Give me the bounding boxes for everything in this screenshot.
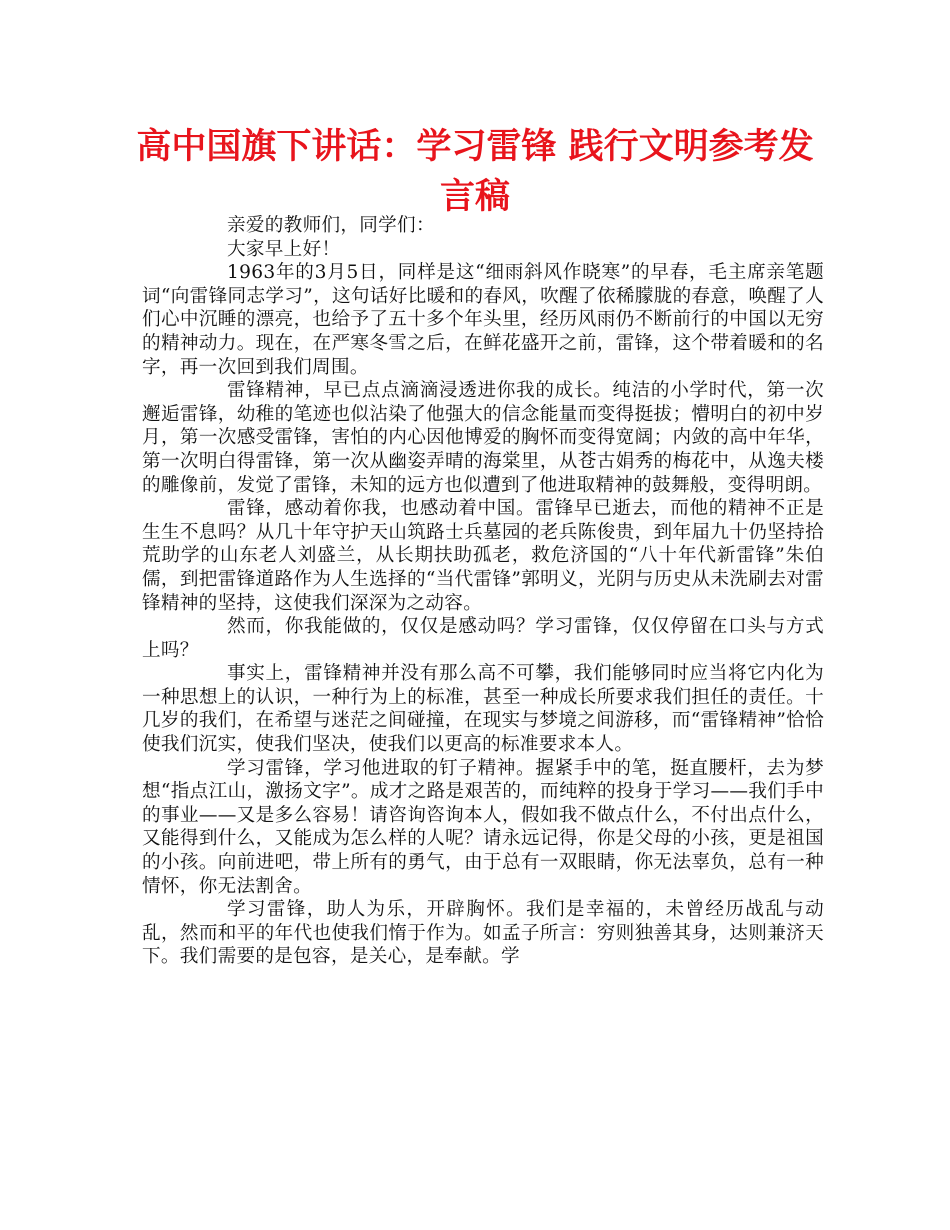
paragraph: 事实上，雷锋精神并没有那么高不可攀，我们能够同时应当将它内化为一种思想上的认识，一种行为上的标准，甚至一种成长所要求我们担任的责任。十几岁的我们，在希望与迷茫之间碰撞，在现实与梦境之间游移，而“雷锋精神”恰恰使我们沉实，使我们坚决，使我们以更高的标准要求本人。: [142, 663, 824, 756]
salutation: 亲爱的教师们，同学们：: [227, 215, 435, 236]
paragraph: 学习雷锋，学习他进取的钉子精神。握紧手中的笔，挺直腰杆，去为梦想“指点江山，激扬文字”。成才之路是艰苦的，而纯粹的投身于学习——我们手中的事业——又是多么容易！请咨询咨询本人，假如我不做点什么，不付出点什么，又能得到什么，又能成为怎么样的人呢？请永远记得，你是父母的小孩，更是祖国的小孩。向前进吧，带上所有的勇气，由于总有一双眼睛，你无法辜负，总有一种情怀，你无法割舍。: [142, 757, 824, 897]
greeting: 大家早上好！: [227, 238, 341, 260]
paragraph: 雷锋，感动着你我，也感动着中国。雷锋早已逝去，而他的精神不正是生生不息吗？从几十年守护天山筑路士兵墓园的老兵陈俊贵，到年届九十仍坚持拾荒助学的山东老人刘盛兰，从长期扶助孤老，救危济国的“八十年代新雷锋”朱伯儒，到把雷锋道路作为人生选择的“当代雷锋”郭明义，光阴与历史从未洗刷去对雷锋精神的坚持，这使我们深深为之动容。: [142, 498, 824, 614]
paragraph: 1963年的3月5日，同样是这“细雨斜风作晓寒”的早春，毛主席亲笔题词“向雷锋同志学习”，这句话好比暖和的春风，吹醒了依稀朦胧的春意，唤醒了人们心中沉睡的漂亮，也给予了五十多个年头里，经历风雨仍不断前行的中国以无穷的精神动力。现在，在严寒冬雪之后，在鲜花盛开之前，雷锋，这个带着暖和的名字，再一次回到我们周围。: [142, 262, 824, 378]
document-body: [142, 214, 824, 969]
paragraph: 雷锋精神，早已点点滴滴浸透进你我的成长。纯洁的小学时代，第一次邂逅雷锋，幼稚的笔迹也似沾染了他强大的信念能量而变得挺拔；懵明白的初中岁月，第一次感受雷锋，害怕的内心因他博爱的胸怀而变得宽阔；内敛的高中年华，第一次明白得雷锋，第一次从幽姿弄晴的海棠里，从苍古娟秀的梅花中，从逸夫楼的雕像前，发觉了雷锋，未知的远方也似遭到了他进取精神的鼓舞般，变得明朗。: [142, 380, 824, 496]
document-title: 高中国旗下讲话：学习雷锋 践行文明参考发言稿: [136, 127, 814, 217]
paragraph: 学习雷锋，助人为乐，开辟胸怀。我们是幸福的，未曾经历战乱与动乱，然而和平的年代也使我们惰于作为。如孟子所言：穷则独善其身，达则兼济天下。我们需要的是包容，是关心，是奉献。学: [142, 899, 824, 968]
paragraph: 然而，你我能做的，仅仅是感动吗？学习雷锋，仅仅停留在口头与方式上吗？: [142, 616, 824, 661]
